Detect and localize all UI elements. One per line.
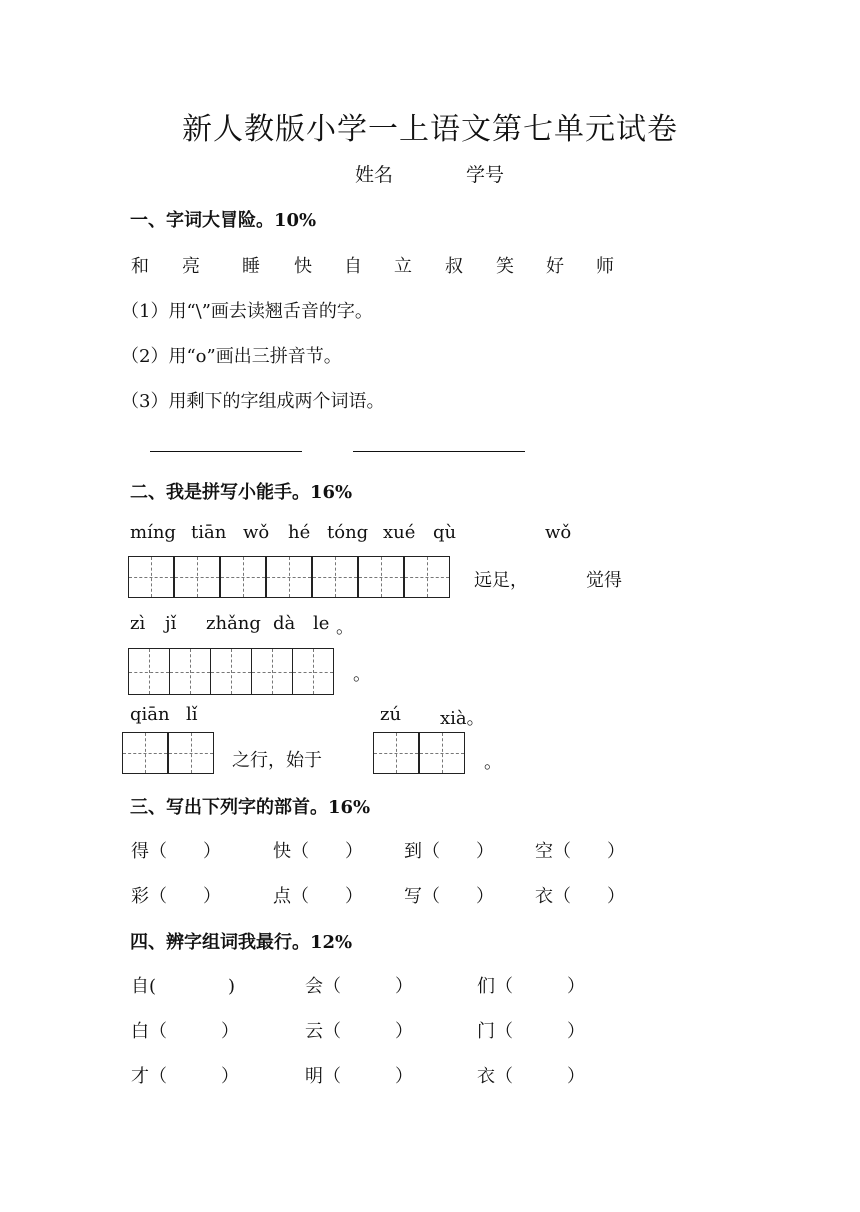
pinyin: jǐ	[165, 613, 177, 634]
pinyin: le	[313, 613, 330, 634]
writing-grid-cell[interactable]	[292, 648, 334, 695]
writing-grid-cell[interactable]	[169, 648, 211, 695]
section-4-heading: 四、辨字组词我最行。12%	[130, 932, 353, 953]
writing-grid-cell[interactable]	[358, 556, 404, 598]
pinyin: qù	[433, 522, 457, 543]
pinyin: zhǎng	[206, 613, 261, 634]
radical-item: 空（ ）	[535, 841, 625, 862]
section-3-heading: 三、写出下列字的部首。16%	[130, 797, 371, 818]
radical-item: 快（ ）	[273, 841, 363, 862]
answer-line	[353, 451, 525, 452]
radical-item: 写（ ）	[404, 886, 494, 907]
writing-grid-cell[interactable]	[168, 732, 214, 774]
section-2-heading: 二、我是拼写小能手。16%	[130, 482, 353, 503]
pinyin: tiān	[191, 522, 227, 543]
s1-char: 师	[596, 256, 614, 277]
s1-char: 和	[131, 256, 149, 277]
pinyin: hé	[288, 522, 311, 543]
s1-question-1: （1）用“\”画去读翘舌音的字。	[121, 301, 373, 322]
writing-grid-cell[interactable]	[220, 556, 266, 598]
word-item: 白（ ）	[131, 1021, 239, 1042]
pinyin: míng	[130, 522, 176, 543]
s1-char: 叔	[445, 256, 463, 277]
writing-grid-cell[interactable]	[266, 556, 312, 598]
s1-char: 亮	[182, 256, 200, 277]
radical-item: 到（ ）	[404, 841, 494, 862]
s1-char: 立	[394, 256, 412, 277]
radical-item: 彩（ ）	[131, 886, 221, 907]
pinyin: lǐ	[186, 704, 198, 725]
word-item: 自( )	[131, 976, 236, 997]
sentence-text: 远足，	[474, 570, 528, 591]
word-item: 们（ ）	[477, 976, 585, 997]
pinyin: dà	[273, 613, 296, 634]
writing-grid-cell[interactable]	[122, 732, 168, 774]
sentence-text: 觉得	[586, 570, 622, 591]
pinyin: qiān	[130, 704, 170, 725]
s1-char: 自	[344, 256, 362, 277]
pinyin: tóng	[327, 522, 369, 543]
writing-grid-cell[interactable]	[404, 556, 450, 598]
word-item: 云（ ）	[305, 1021, 413, 1042]
pinyin: xué	[383, 522, 416, 543]
s1-question-2: （2）用“o”画出三拼音节。	[121, 346, 342, 367]
s1-char: 好	[546, 256, 564, 277]
word-item: 会（ ）	[305, 976, 413, 997]
section-1-heading: 一、字词大冒险。10%	[130, 210, 317, 231]
writing-grid-cell[interactable]	[210, 648, 252, 695]
pinyin: 。	[336, 617, 354, 638]
pinyin: xià。	[440, 708, 485, 729]
id-label: 学号	[466, 164, 505, 186]
word-item: 衣（ ）	[477, 1066, 585, 1087]
s1-char: 睡	[242, 256, 260, 277]
name-label: 姓名	[355, 164, 394, 186]
radical-item: 点（ ）	[273, 886, 363, 907]
writing-grid-cell[interactable]	[174, 556, 220, 598]
writing-grid-cell[interactable]	[251, 648, 293, 695]
writing-grid-cell[interactable]	[419, 732, 465, 774]
pinyin: wǒ	[545, 522, 572, 543]
s1-question-3: （3）用剩下的字组成两个词语。	[121, 391, 385, 412]
sentence-punct: 。	[484, 752, 502, 773]
radical-item: 衣（ ）	[535, 886, 625, 907]
s1-char: 笑	[496, 256, 514, 277]
s1-char: 快	[294, 256, 312, 277]
writing-grid-cell[interactable]	[128, 556, 174, 598]
answer-line	[150, 451, 302, 452]
word-item: 明（ ）	[305, 1066, 413, 1087]
pinyin: zì	[130, 613, 146, 634]
writing-grid-cell[interactable]	[128, 648, 170, 695]
writing-grid-cell[interactable]	[373, 732, 419, 774]
word-item: 才（ ）	[131, 1066, 239, 1087]
page-title: 新人教版小学一上语文第七单元试卷	[182, 112, 678, 147]
radical-item: 得（ ）	[131, 841, 221, 862]
pinyin: zú	[380, 704, 402, 725]
sentence-punct: 。	[353, 664, 371, 685]
word-item: 门（ ）	[477, 1021, 585, 1042]
pinyin: wǒ	[243, 522, 270, 543]
sentence-text: 之行，始于	[232, 750, 322, 771]
writing-grid-cell[interactable]	[312, 556, 358, 598]
